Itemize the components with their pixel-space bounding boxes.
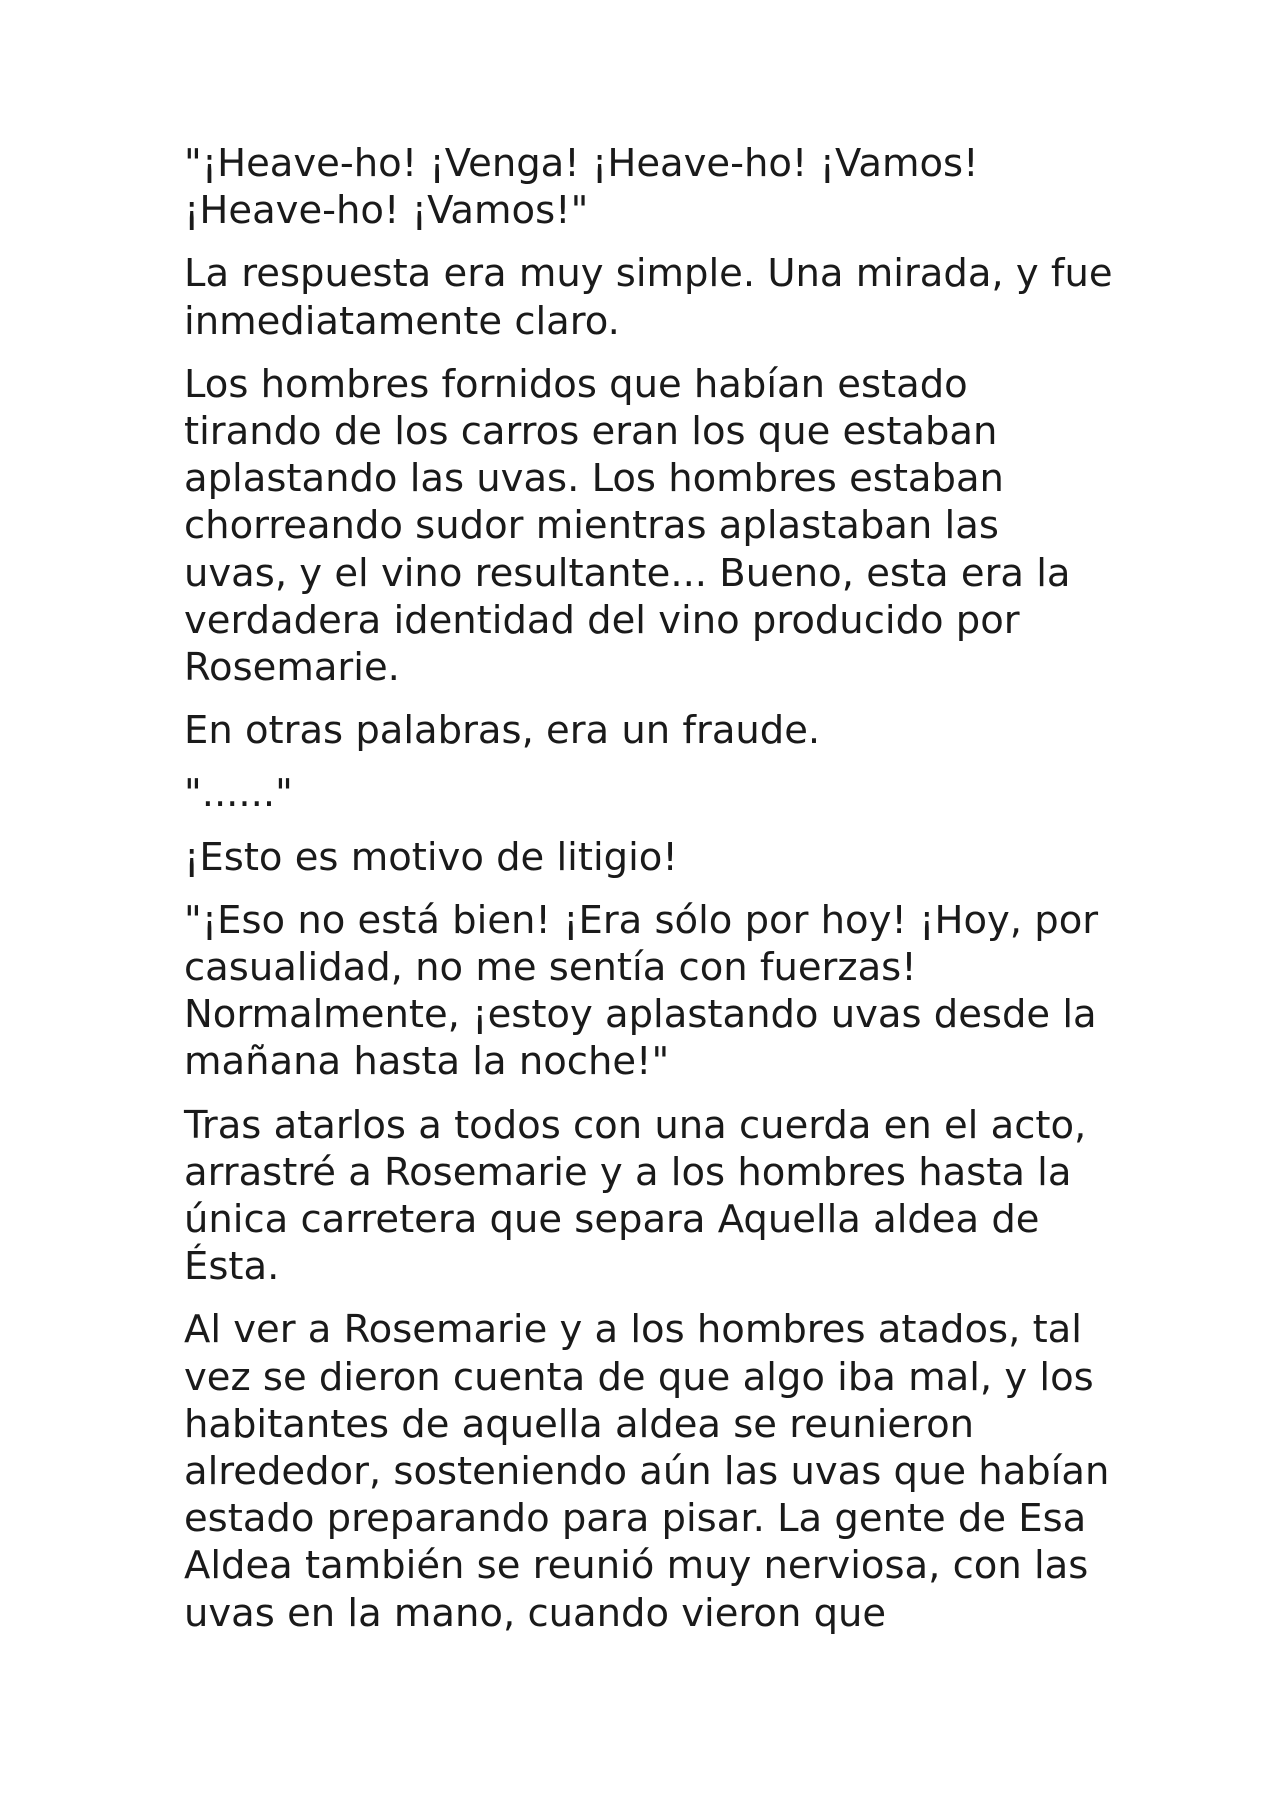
paragraph-rosemarie-excuse: "¡Eso no está bien! ¡Era sólo por hoy! ¡Hoy, por casualidad, no me sentía con fuerzas! Normalmente, ¡estoy aplastando uvas desde la mañana hasta la noche!" [184, 897, 1099, 1085]
paragraph-heave-ho: "¡Heave-ho! ¡Venga! ¡Heave-ho! ¡Vamos! ¡Heave-ho! ¡Vamos!" [184, 141, 979, 234]
paragraph-litigio: ¡Esto es motivo de litigio! [184, 834, 678, 880]
paragraph-ellipsis: "......" [184, 771, 293, 817]
document-page [184, 140, 1114, 1653]
paragraph-respuesta: La respuesta era muy simple. Una mirada, y fue inmediatamente claro. [184, 251, 1113, 344]
paragraph-fraude: En otras palabras, era un fraude. [184, 708, 821, 754]
paragraph-hombres-fornidos: Los hombres fornidos que habían estado tirando de los carros eran los que estaban aplastando las uvas. Los hombres estaban chorreando sudor mientras aplastaban las uvas, y el vino resultante... Bueno, esta era la verdadera identidad del vino producido por Rosemarie. [184, 361, 1071, 691]
paragraph-habitantes: Al ver a Rosemarie y a los hombres atados, tal vez se dieron cuenta de que algo iba mal, y los habitantes de aquella aldea se reunieron alrededor, sosteniendo aún las uvas que habían estado preparando para pisar. La gente de Esa Aldea también se reunió muy nerviosa, con las uvas en la mano, cuando vieron que [184, 1307, 1110, 1636]
paragraph-cuerda: Tras atarlos a todos con una cuerda en el acto, arrastré a Rosemarie y a los hombres hasta la única carretera que separa Aquella aldea de Ésta. [184, 1102, 1087, 1290]
